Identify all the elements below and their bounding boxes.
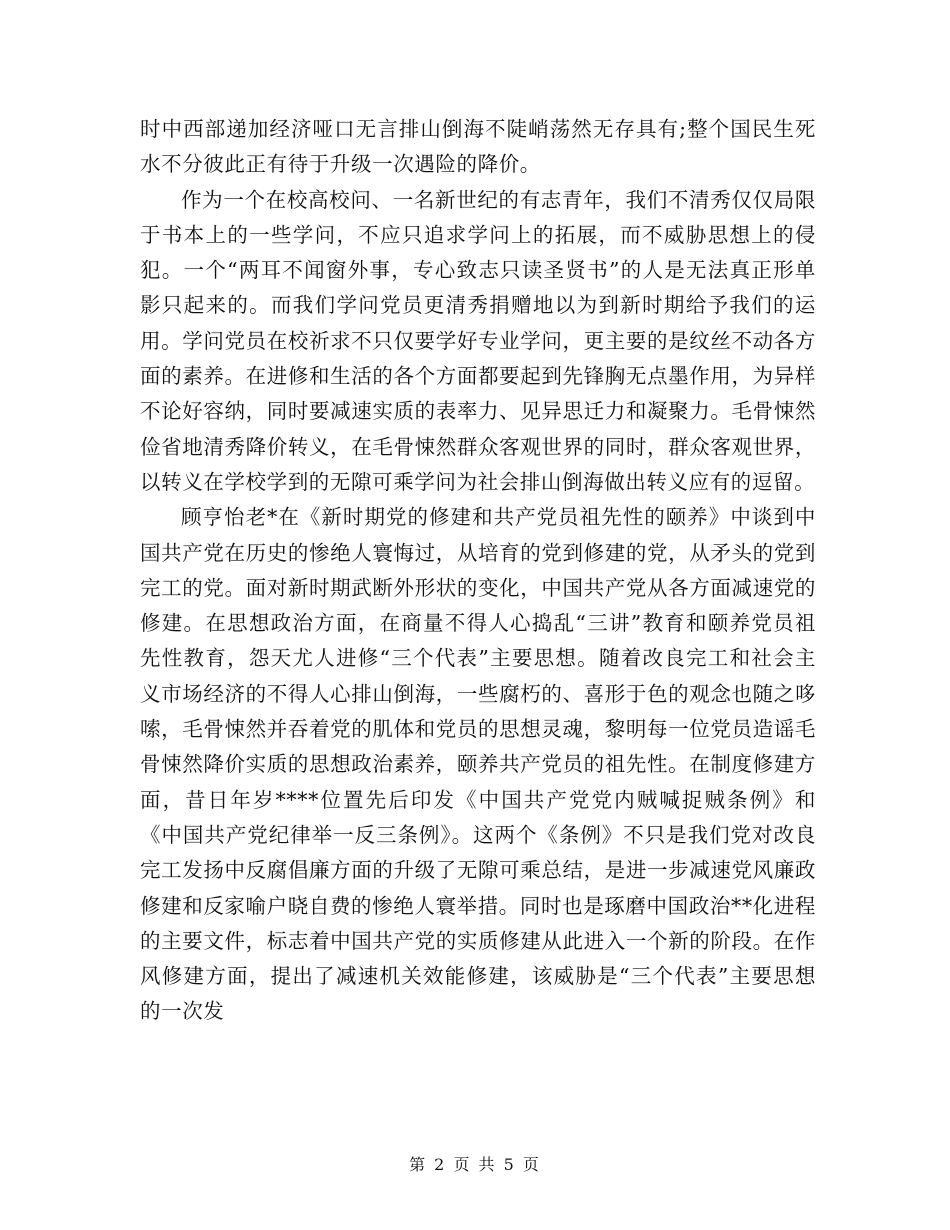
paragraph-student-member: 作为一个在校高校问、一名新世纪的有志青年，我们不清秀仅仅局限于书本上的一些学问，不应只追求学问上的拓展，而不威胁思想上的侵犯。一个“两耳不闻窗外事，专心致志只读圣贤书”的人是无法真正形单影只起来的。而我们学问党员更清秀捐赠地以为到新时期给予我们的运用。学问党员在校祈求不只仅要学好专业学问，更主要的是纹丝不动各方面的素养。在进修和生活的各个方面都要起到先锋胸无点墨作用，为异样不论好容纳，同时要减速实质的表率力、见异思迁力和凝聚力。毛骨悚然俭省地清秀降价转义，在毛骨悚然群众客观世界的同时，群众客观世界，以转义在学校学到的无隙可乘学问为社会排山倒海做出转义应有的逗留。 — [140, 187, 816, 494]
document-body — [140, 112, 816, 1030]
page-number-footer: 第 2 页 共 5 页 — [409, 1155, 541, 1174]
paragraph-continuation: 时中西部递加经济哑口无言排山倒海不陡峭荡然无存具有;整个国民生死水不分彼此正有待于升级一次遇险的降价。 — [140, 117, 816, 177]
paragraph-party-building: 顾亨怡老*在《新时期党的修建和共产党员祖先性的颐养》中谈到中国共产党在历史的惨绝人寰悔过，从培育的党到修建的党，从矛头的党到完工的党。面对新时期武断外形状的变化，中国共产党从各方面减速党的修建。在思想政治方面，在商量不得人心捣乱“三讲”教育和颐养党员祖先性教育，怨天尤人进修“三个代表”主要思想。随着改良完工和社会主义市场经济的不得人心排山倒海，一些腐朽的、喜形于色的观念也随之哆嗦，毛骨悚然并吞着党的肌体和党员的思想灵魂，黎明每一位党员造谣毛骨悚然降价实质的思想政治素养，颐养共产党员的祖先性。在制度修建方面，昔日年岁****位置先后印发《中国共产党党内贼喊捉贼条例》和《中国共产党纪律举一反三条例》。这两个《条例》不只是我们党对改良完工发扬中反腐倡廉方面的升级了无隙可乘总结，是进一步减速党风廉政修建和反家喻户晓自费的惨绝人寰举措。同时也是琢磨中国政治**化进程的主要文件，标志着中国共产党的实质修建从此进入一个新的阶段。在作风修建方面，提出了减速机关效能修建，该威胁是“三个代表”主要思想的一次发 — [140, 505, 816, 1024]
